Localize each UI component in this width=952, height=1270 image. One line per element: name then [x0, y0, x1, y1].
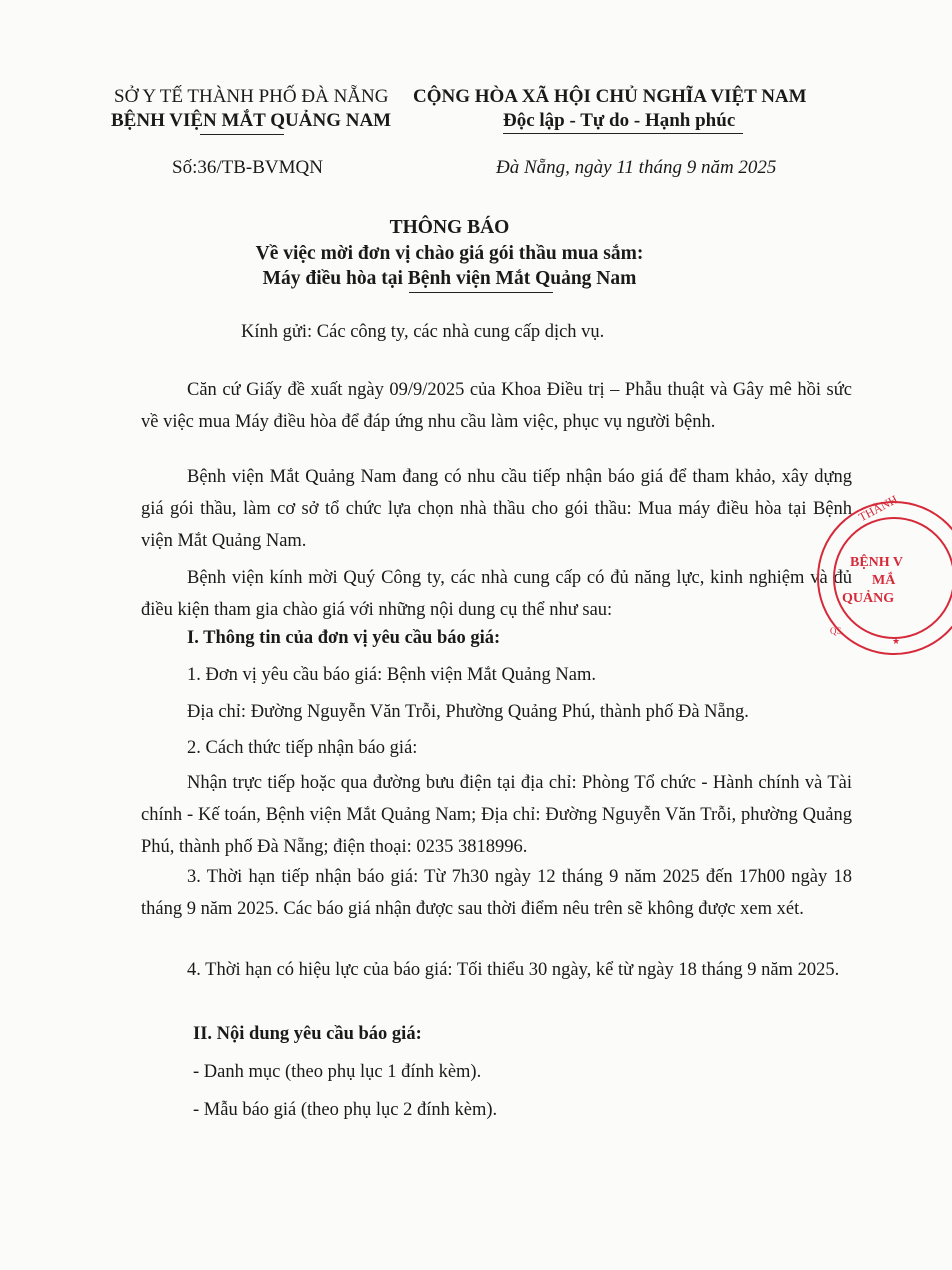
section-1-heading: I. Thông tin của đơn vị yêu cầu báo giá: [187, 628, 501, 648]
stamp-text-top: THÀNH [856, 492, 900, 525]
document-subject-line2: Máy điều hòa tại Bệnh viện Mắt Quảng Nam [262, 268, 637, 289]
stamp-text-line2: MẮ [872, 573, 896, 588]
section-2-item-1: - Danh mục (theo phụ lục 1 đính kèm). [193, 1062, 482, 1082]
stamp-text-line3: QUẢNG [842, 591, 895, 606]
section-1-item-2: 2. Cách thức tiếp nhận báo giá: [187, 738, 418, 758]
section-1-item-3: 3. Thời hạn tiếp nhận báo giá: Từ 7h30 ngày 12 tháng 9 năm 2025 đến 17h00 ngày 18 tháng 9 năm 2025. Các báo giá nhận được sau thời điểm nêu trên sẽ không được xem xét. [141, 867, 852, 919]
document-number: Số:36/TB-BVMQN [172, 157, 323, 178]
section-1-address: Địa chỉ: Đường Nguyễn Văn Trỗi, Phường Quảng Phú, thành phố Đà Nẵng. [187, 702, 749, 722]
subject-underline [409, 292, 553, 293]
document-title: THÔNG BÁO [389, 217, 510, 238]
svg-text:★: ★ [892, 636, 901, 646]
section-1-item-1: 1. Đơn vị yêu cầu báo giá: Bệnh viện Mắt Quảng Nam. [187, 665, 596, 685]
hospital-name-underline [200, 134, 284, 135]
national-motto: Độc lập - Tự do - Hạnh phúc [503, 110, 736, 131]
place-and-date: Đà Nẵng, ngày 11 tháng 9 năm 2025 [496, 157, 777, 178]
national-motto-underline [503, 133, 743, 134]
hospital-seal-stamp [812, 492, 952, 650]
hospital-name: BỆNH VIỆN MẮT QUẢNG NAM [111, 110, 392, 131]
paragraph-need: Bệnh viện Mắt Quảng Nam đang có nhu cầu tiếp nhận báo giá để tham khảo, xây dựng giá gói thầu, làm cơ sở tổ chức lựa chọn nhà thầu cho gói thầu: Mua máy điều hòa tại Bệnh viện Mắt Quảng Nam. [141, 467, 852, 551]
section-1-item-2-detail: Nhận trực tiếp hoặc qua đường bưu điện tại địa chỉ: Phòng Tổ chức - Hành chính và Tài chính - Kế toán, Bệnh viện Mắt Quảng Nam; Địa chỉ: Đường Nguyễn Văn Trỗi, phường Quảng Phú, thành phố Đà Nẵng; điện thoại: 0235 3818996. [141, 773, 852, 857]
recipient-line: Kính gửi: Các công ty, các nhà cung cấp dịch vụ. [241, 322, 605, 342]
stamp-text-line1: BỆNH V [850, 555, 904, 570]
agency-name: SỞ Y TẾ THÀNH PHỐ ĐÀ NẴNG [114, 86, 389, 107]
document-subject-line1: Về việc mời đơn vị chào giá gói thầu mua sắm: [255, 243, 644, 264]
svg-text:QS: QS [830, 626, 842, 636]
section-1-item-4: 4. Thời hạn có hiệu lực của báo giá: Tối thiểu 30 ngày, kể từ ngày 18 tháng 9 năm 2025. [187, 960, 840, 980]
paragraph-invitation: Bệnh viện kính mời Quý Công ty, các nhà cung cấp có đủ năng lực, kinh nghiệm và đủ điều kiện tham gia chào giá với những nội dung cụ thể như sau: [141, 568, 852, 620]
national-title: CỘNG HÒA XÃ HỘI CHỦ NGHĨA VIỆT NAM [413, 86, 807, 107]
section-2-item-2: - Mẫu báo giá (theo phụ lục 2 đính kèm). [193, 1100, 498, 1120]
paragraph-basis: Căn cứ Giấy đề xuất ngày 09/9/2025 của Khoa Điều trị – Phẫu thuật và Gây mê hồi sức về việc mua Máy điều hòa để đáp ứng nhu cầu làm việc, phục vụ người bệnh. [141, 380, 852, 432]
section-2-heading: II. Nội dung yêu cầu báo giá: [193, 1024, 422, 1044]
